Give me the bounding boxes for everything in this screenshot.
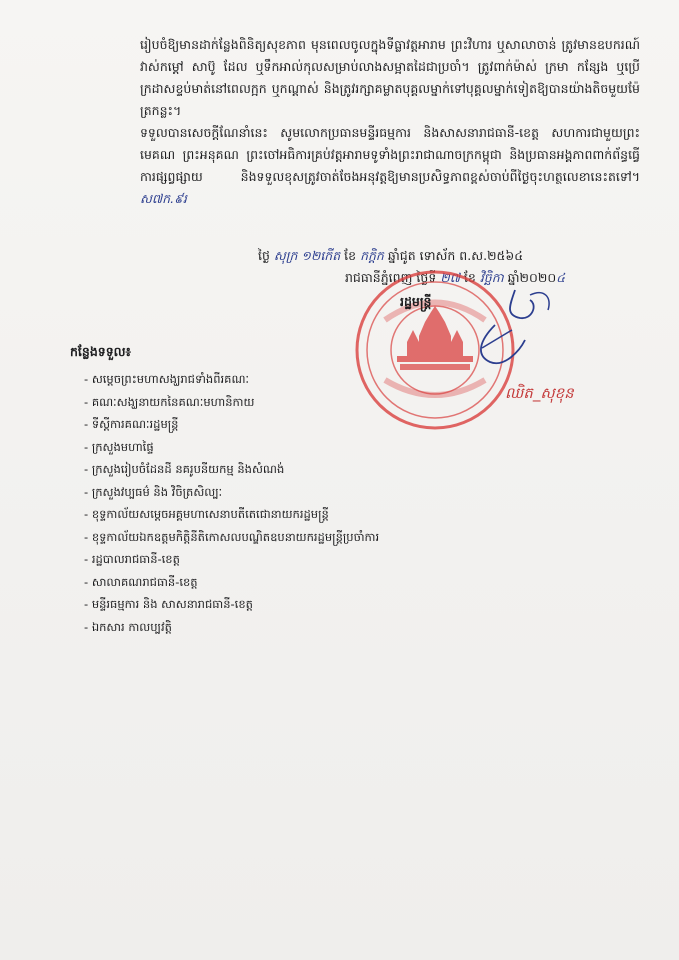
list-item: - ខុទ្ទកាល័យឯកឧត្តមកិត្តិនីតិកោសលបណ្ឌិតឧបនាយករដ្ឋមន្ត្រីប្រចាំការ: [84, 526, 414, 549]
lunar-prefix: ថ្ងៃ: [258, 248, 270, 263]
list-item: - គណៈសង្ឃនាយកនៃគណៈមហានិកាយ: [84, 391, 414, 414]
solar-day: ២៧: [440, 270, 460, 285]
solar-year: ឆ្នាំ២០២០: [507, 270, 557, 285]
signatory-title: រដ្ឋមន្ត្រី: [400, 294, 432, 309]
body-paragraph-1: [140, 34, 640, 122]
list-item: - ក្រសួងវប្បធម៌ និង វិចិត្រសិល្បៈ: [84, 481, 414, 504]
list-item: - រដ្ឋបាលរាជធានី-ខេត្ត: [84, 548, 414, 571]
paragraph-2-text: ទទួលបានសេចក្តីណែនាំនេះ សូមលោកប្រធានមន្ទីរធម្មការ និងសាសនារាជធានី-ខេត្ត សហការជាមួយព្រះមេគណ ព្រះអនុគណ ព្រះចៅអធិការគ្រប់វត្តអារាមទូទាំងព្រះរាជាណាចក្រកម្ពុជា និងប្រធានអង្គភាពពាក់ព័ន្ធធ្វើការផ្សព្វផ្សាយ និងទទួលខុសត្រូវចាត់ចែងអនុវត្តឱ្យមានប្រសិទ្ធភាពខ្ពស់ចាប់ពីថ្ងៃចុះហត្ថលេខានេះតទៅ។: [140, 125, 640, 184]
recipients-title: កន្លែងទទួល៖: [70, 344, 132, 359]
lunar-month-prefix: ខែ: [344, 248, 357, 263]
list-item: - សម្តេចព្រះមហាសង្ឃរាជទាំងពីរគណៈ: [84, 368, 414, 391]
paragraph-1-text: រៀបចំឱ្យមានដាក់ន្លែងពិនិត្យសុខភាព មុនពេលចូលក្នុងទីធ្លាវត្តអារាម ព្រះវិហារ ឬសាលាចាន់ ត្រូវមានឧបករណ៍វាស់កម្តៅ សាប៊ូ ដែល ឬទឹកអាល់កុលសម្រាប់លាងសម្អាតដៃជាប្រចាំ។ ត្រូវពាក់ម៉ាស់ ក្រមា កន្សែង ឬប្រើក្រដាសខ្ទប់មាត់នៅពេលក្អក ឬកណ្តាស់ និងត្រូវរក្សាគម្លាតបុគ្គលម្នាក់ទៅបុគ្គលម្នាក់ទៀតឱ្យបានយ៉ាងតិចមួយម៉ែត្រកន្លះ។: [140, 37, 640, 118]
list-item: - ក្រសួងរៀបចំដែនដី នគរូបនីយកម្ម និងសំណង់: [84, 458, 414, 481]
list-item: - ឯកសារ កាលប្បវត្តិ: [84, 616, 414, 639]
recipients-list: [84, 368, 414, 638]
lunar-month: កក្តិក: [360, 248, 384, 263]
lunar-year: ឆ្នាំជូត ទោស័ក ព.ស.២៥៦៤: [387, 248, 524, 263]
list-item: - ខុទ្ទកាល័យសម្តេចអគ្គមហាសេនាបតីតេជោនាយករដ្ឋមន្ត្រី: [84, 503, 414, 526]
handwritten-note: ស៧ក.៩រ: [140, 191, 187, 206]
list-item: - ទីស្តីការគណៈរដ្ឋមន្ត្រី: [84, 413, 414, 436]
solar-month-prefix: ខែ: [463, 270, 476, 285]
list-item: - ក្រសួងមហាផ្ទៃ: [84, 436, 414, 459]
body-paragraph-2: [140, 122, 640, 210]
list-item: - សាលាគណរាជធានី-ខេត្ត: [84, 571, 414, 594]
handwritten-signature: [420, 270, 570, 380]
list-item: - មន្ទីរធម្មការ និង សាសនារាជធានី-ខេត្ត: [84, 593, 414, 616]
solar-year-digit: ៤: [556, 270, 566, 285]
lunar-day: សុក្រ ១២កើត: [273, 248, 341, 263]
solar-month: វិច្ឆិកា: [479, 270, 504, 285]
solar-place: រាជធានីភ្នំពេញ ថ្ងៃទី: [345, 270, 437, 285]
signatory-name: ឈិត_សុខុន: [505, 384, 574, 402]
